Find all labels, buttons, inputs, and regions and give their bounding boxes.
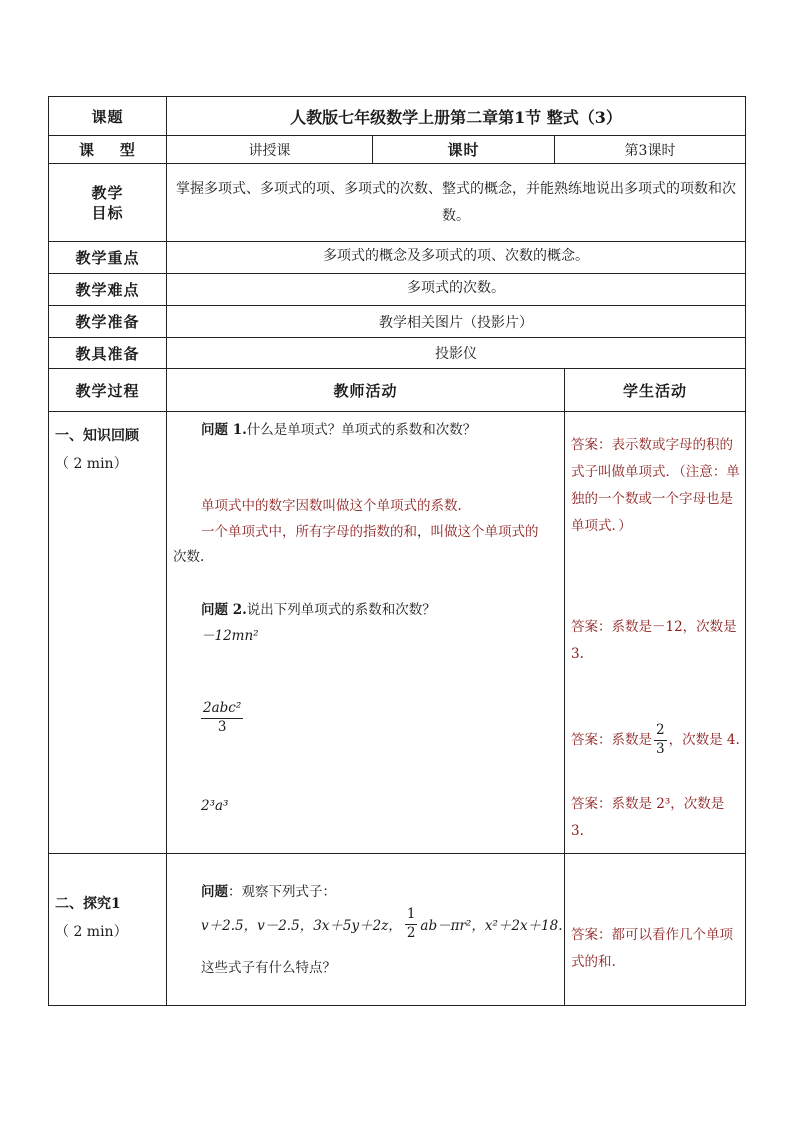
student-activity-header: 学生活动: [565, 369, 746, 412]
section1-teacher-cell: [167, 412, 565, 854]
question-1-text: 什么是单项式？单项式的系数和次数？: [246, 422, 477, 438]
answer-3: [571, 724, 741, 756]
explore-question-label: 问题: [201, 884, 228, 900]
section2-label: 二、探究1: [55, 896, 121, 912]
section2-teacher-cell: [167, 854, 565, 1006]
coefficient-definition: 单项式中的数字因数叫做这个单项式的系数.: [201, 498, 462, 514]
goal-label-line1: 教学: [91, 183, 124, 202]
tool-row: [49, 338, 746, 369]
degree-definition-line1: [201, 520, 539, 540]
process-label: 教学过程: [49, 369, 167, 412]
goal-label: [49, 164, 167, 242]
question-1: [201, 418, 476, 438]
tool-text: 投影仪: [167, 338, 746, 369]
lesson-plan-table: [48, 96, 746, 1006]
difficulty-label: 教学难点: [49, 274, 167, 306]
answer-3-prefix: 答案：系数是: [571, 731, 652, 748]
teacher-activity-header: 教师活动: [167, 369, 565, 412]
degree-definition-comma: ，: [417, 524, 431, 540]
answer-1: 答案：表示数或字母的积的式子叫做单项式．（注意：单独的一个数或一个字母也是单项式．）: [571, 437, 740, 534]
section2-student-cell: [565, 854, 746, 1006]
prep-text: 教学相关图片（投影片）: [167, 306, 746, 338]
half-fraction: [405, 908, 418, 940]
answer-3-suffix: ，次数是 4.: [668, 731, 740, 748]
half-numerator: 1: [405, 908, 418, 925]
question-2-text: 说出下列单项式的系数和次数？: [246, 602, 436, 618]
section1-label-cell: [49, 412, 167, 854]
process-header-row: [49, 369, 746, 412]
section1-time: （ 2 min）: [55, 456, 128, 472]
polynomial-examples-part1: v＋2.5，v－2.5，3x＋5y＋2z，: [201, 918, 402, 934]
answer-3-denominator: 3: [656, 740, 665, 757]
prep-row: [49, 306, 746, 338]
explore-followup: 这些式子有什么特点？: [201, 960, 336, 976]
fraction-numerator: 2abc²: [201, 702, 243, 719]
explore-question: [201, 880, 336, 900]
title-row: [49, 97, 746, 136]
polynomial-examples-part2: ab－πr²，x²＋2x＋18.: [420, 918, 563, 934]
half-denominator: 2: [406, 924, 416, 941]
monomial-example-2: [201, 702, 243, 734]
section1-label: 一、知识回顾: [55, 428, 139, 444]
answer-2: 答案：系数是－12，次数是3.: [571, 619, 737, 662]
type-value: 讲授课: [167, 136, 373, 164]
difficulty-text: 多项式的次数。: [167, 274, 746, 306]
answer-3-fraction: [654, 724, 667, 756]
tool-label: 教具准备: [49, 338, 167, 369]
answer-4: 答案：系数是 2³，次数是 3.: [571, 796, 725, 839]
goal-row: [49, 164, 746, 242]
subject-label: 课题: [49, 97, 167, 136]
prep-label: 教学准备: [49, 306, 167, 338]
monomial-example-1: －12mn²: [201, 628, 259, 644]
key-label: 教学重点: [49, 242, 167, 274]
degree-definition-part1: 一个单项式中，所有字母的指数的和: [201, 524, 417, 540]
section1-row: [49, 412, 746, 854]
fraction-denominator: 3: [217, 718, 227, 735]
goal-label-line2: 目标: [91, 203, 124, 222]
section2-row: [49, 854, 746, 1006]
degree-definition-part2: 叫做这个单项式的: [430, 524, 539, 540]
lesson-title: 人教版七年级数学上册第二章第1节 整式（3）: [167, 97, 746, 136]
answer-3-numerator: 2: [654, 724, 667, 741]
period-value: 第3课时: [555, 136, 746, 164]
question-1-number: 问题 1.: [201, 422, 247, 438]
monomial-example-3: 2³a³: [201, 798, 229, 814]
polynomial-examples: [201, 908, 563, 940]
explore-question-text: ：观察下列式子：: [228, 884, 336, 900]
difficulty-row: [49, 274, 746, 306]
question-2: [201, 598, 436, 618]
section2-label-cell: [49, 854, 167, 1006]
section1-student-cell: [565, 412, 746, 854]
lesson-plan-sheet: [48, 96, 745, 1006]
type-row: [49, 136, 746, 164]
period-label: 课时: [373, 136, 555, 164]
question-2-number: 问题 2.: [201, 602, 247, 618]
explore-answer: 答案：都可以看作几个单项式的和.: [571, 927, 733, 970]
key-text: 多项式的概念及多项式的项、次数的概念。: [167, 242, 746, 274]
monomial-fraction: [201, 702, 243, 734]
key-row: [49, 242, 746, 274]
degree-definition-line2: 次数.: [173, 549, 205, 565]
goal-text: 掌握多项式、多项式的项、多项式的次数、整式的概念，并能熟练地说出多项式的项数和次数。: [167, 164, 746, 242]
section2-time: （ 2 min）: [55, 924, 128, 940]
type-label: 课 型: [49, 136, 167, 164]
